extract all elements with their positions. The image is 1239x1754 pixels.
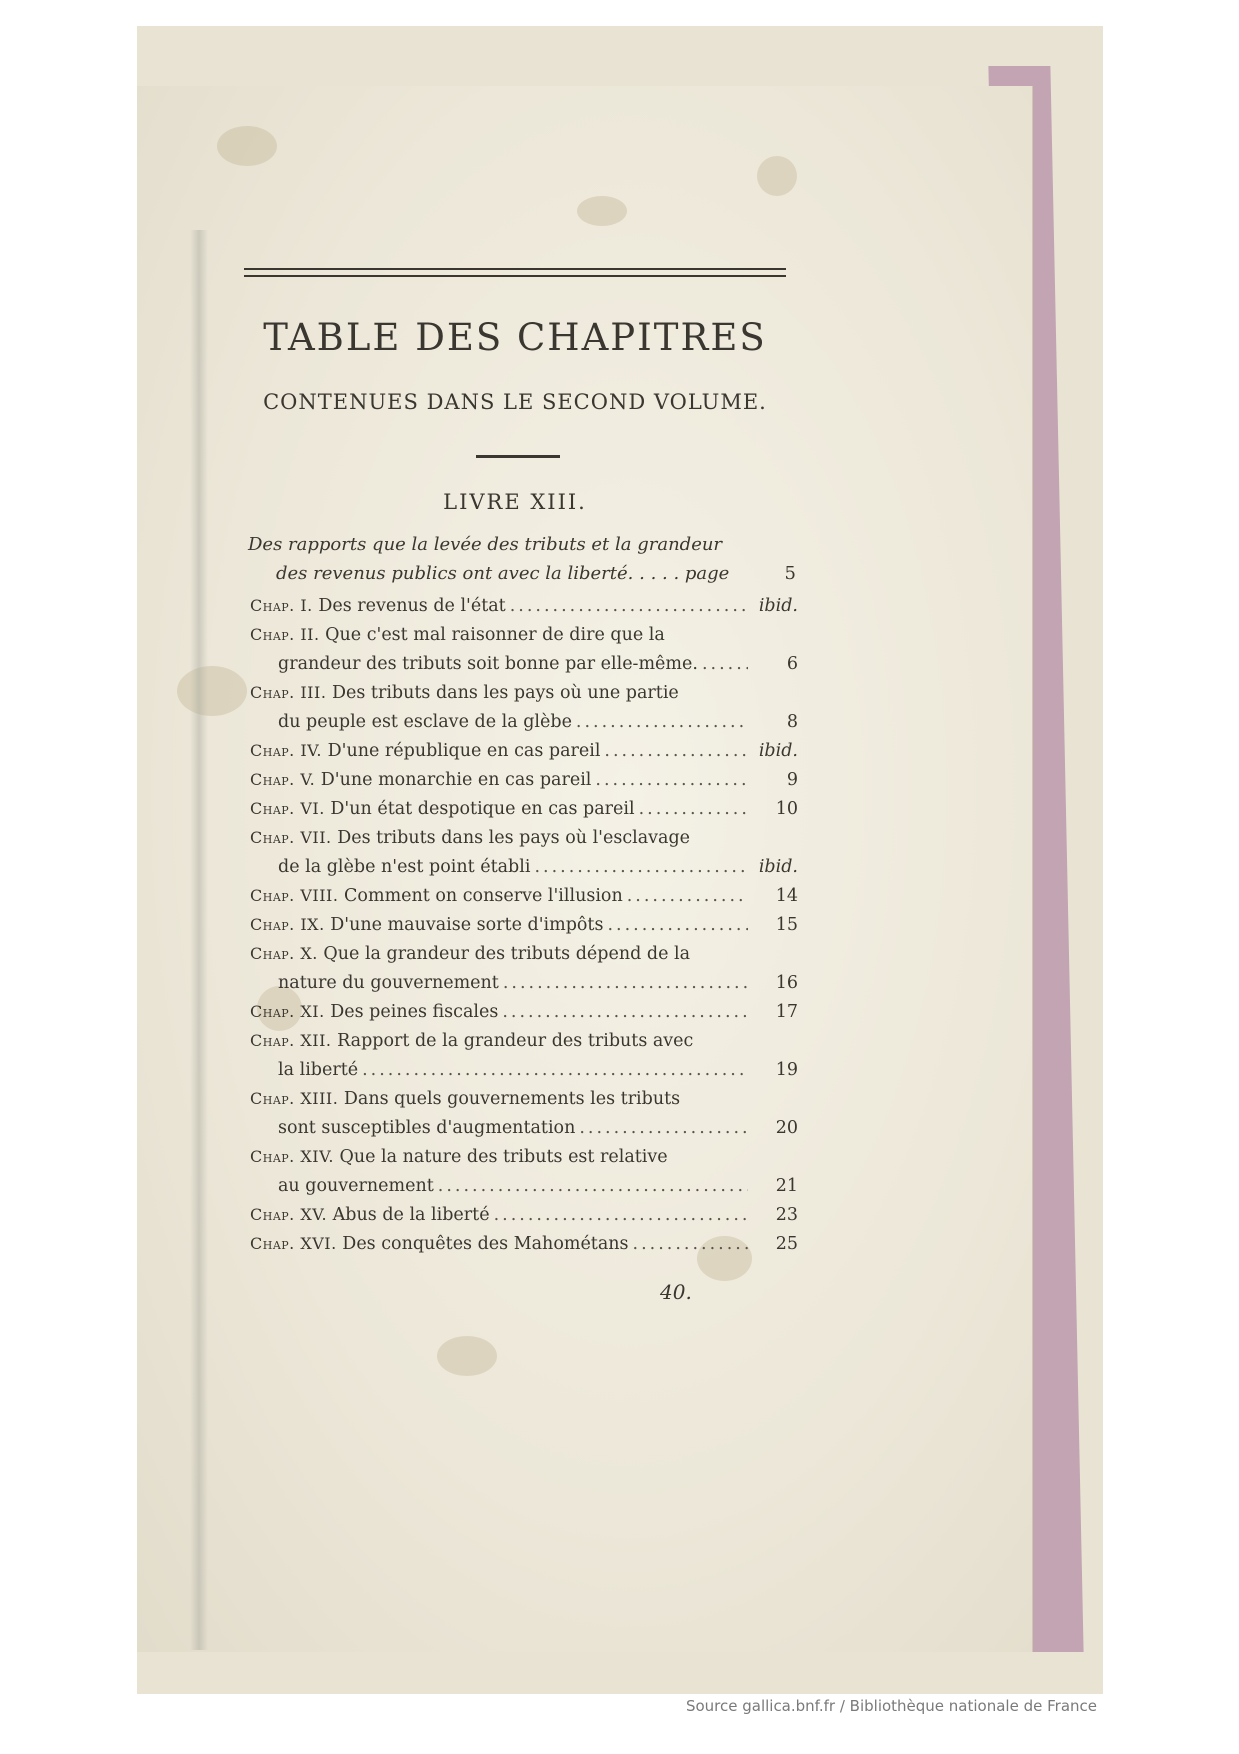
chapter-title: grandeur des tributs soit bonne par elle-même. <box>278 654 698 674</box>
book-summary-line-2 <box>248 559 796 588</box>
toc-entry <box>250 799 798 828</box>
chapter-title: Dans quels gouvernements les tributs <box>343 1089 681 1109</box>
chapter-title: Que la nature des tributs est relative <box>339 1147 668 1167</box>
chapter-title: Des revenus de l'état <box>318 596 506 616</box>
book-heading: LIVRE XIII. <box>443 490 587 514</box>
toc-entry <box>250 1089 798 1147</box>
dot-leader <box>627 886 748 906</box>
chapter-title: du peuple est esclave de la glèbe <box>278 712 572 732</box>
page-number: 16 <box>775 973 798 993</box>
toc-entry-line <box>250 683 798 712</box>
chapter-title: Rapport de la grandeur des tributs avec <box>337 1031 694 1051</box>
toc-entry-line <box>250 1147 798 1176</box>
chapter-number: Chap. III. <box>250 683 327 702</box>
toc-entry-line <box>250 1002 798 1031</box>
toc-entry <box>250 683 798 741</box>
page-number: 17 <box>775 1002 798 1022</box>
chapter-title: sont susceptibles d'augmentation <box>278 1118 576 1138</box>
toc-entry-line <box>250 654 798 683</box>
page-number: 19 <box>775 1060 798 1080</box>
top-rule-2 <box>244 275 786 277</box>
chapter-number: Chap. XII. <box>250 1031 332 1050</box>
chapter-title: de la glèbe n'est point établi <box>278 857 531 877</box>
toc-entry <box>250 625 798 683</box>
dot-leader <box>639 799 748 819</box>
toc-entry <box>250 1031 798 1089</box>
chapter-number: Chap. V. <box>250 770 316 789</box>
divider-rule <box>476 455 560 458</box>
page-number: 10 <box>775 799 798 819</box>
page-number: 23 <box>775 1205 798 1225</box>
book-summary-text: des revenus publics ont avec la liberté. . . . . page <box>276 563 730 584</box>
chapter-title: Abus de la liberté <box>332 1205 490 1225</box>
toc-entry-line <box>250 1176 798 1205</box>
page-subtitle: CONTENUES DANS LE SECOND VOLUME. <box>263 390 767 414</box>
toc-entry-line <box>250 1060 798 1089</box>
chapter-title: la liberté <box>278 1060 359 1080</box>
toc-entry-line <box>250 1118 798 1147</box>
chapter-number: Chap. XIII. <box>250 1089 339 1108</box>
book-summary-page: 5 <box>784 563 796 584</box>
chapter-title: au gouvernement <box>278 1176 434 1196</box>
chapter-number: Chap. IX. <box>250 915 325 934</box>
toc-entry <box>250 770 798 799</box>
chapter-number: Chap. I. <box>250 596 313 615</box>
toc-entry-line <box>250 799 798 828</box>
chapter-title: Des tributs dans les pays où une partie <box>331 683 679 703</box>
chapter-title: Comment on conserve l'illusion <box>344 886 623 906</box>
page-number: 21 <box>775 1176 798 1196</box>
dot-leader <box>502 1002 748 1022</box>
toc-entry-line <box>250 973 798 1002</box>
dot-leader <box>579 1118 748 1138</box>
page-number: ibid. <box>758 596 798 616</box>
toc-entry-line <box>250 625 798 654</box>
book-summary-line-1: Des rapports que la levée des tributs et la grandeur <box>248 534 723 555</box>
chapter-title: D'un état despotique en cas pareil <box>330 799 635 819</box>
top-rule <box>244 268 786 270</box>
chapter-title: Des tributs dans les pays où l'esclavage <box>337 828 691 848</box>
toc-entry <box>250 944 798 1002</box>
page-number: ibid. <box>758 741 798 761</box>
chapter-number: Chap. VII. <box>250 828 332 847</box>
chapter-number: Chap. VIII. <box>250 886 339 905</box>
toc-entry <box>250 886 798 915</box>
toc-entry-line <box>250 886 798 915</box>
chapter-number: Chap. XVI. <box>250 1234 337 1253</box>
toc-entry <box>250 1205 798 1234</box>
toc-entry <box>250 828 798 886</box>
dot-leader <box>702 654 748 674</box>
chapter-number: Chap. XI. <box>250 1002 325 1021</box>
source-attribution: Source gallica.bnf.fr / Bibliothèque nationale de France <box>685 1697 1097 1715</box>
toc-entry-line <box>250 1089 798 1118</box>
dot-leader <box>633 1234 748 1254</box>
toc-entry-line <box>250 712 798 741</box>
dot-leader <box>494 1205 748 1225</box>
toc-entry-line <box>250 828 798 857</box>
toc-entry <box>250 915 798 944</box>
toc-entry <box>250 1002 798 1031</box>
dot-leader <box>576 712 748 732</box>
chapter-number: Chap. XIV. <box>250 1147 334 1166</box>
chapter-number: Chap. XV. <box>250 1205 328 1224</box>
page-number: ibid. <box>758 857 798 877</box>
chapter-title: nature du gouvernement <box>278 973 499 993</box>
toc-entry <box>250 1234 798 1263</box>
dot-leader <box>438 1176 748 1196</box>
toc-entry-line <box>250 944 798 973</box>
dot-leader <box>503 973 748 993</box>
page-number: 9 <box>786 770 798 790</box>
page-number: 8 <box>786 712 798 732</box>
page-number: 6 <box>786 654 798 674</box>
dot-leader <box>604 741 748 761</box>
dot-leader <box>607 915 748 935</box>
toc-entry-line <box>250 741 798 770</box>
toc-entry-line <box>250 770 798 799</box>
page-number: 20 <box>775 1118 798 1138</box>
chapter-title: Des peines fiscales <box>330 1002 499 1022</box>
chapter-number: Chap. VI. <box>250 799 325 818</box>
dot-leader <box>595 770 748 790</box>
toc-entry-line <box>250 596 798 625</box>
table-of-contents <box>250 596 798 1263</box>
chapter-title: D'une république en cas pareil <box>327 741 601 761</box>
chapter-number: Chap. II. <box>250 625 320 644</box>
toc-entry-line <box>250 1031 798 1060</box>
dot-leader <box>362 1060 748 1080</box>
toc-entry-line <box>250 1205 798 1234</box>
chapter-title: D'une monarchie en cas pareil <box>320 770 592 790</box>
chapter-title: D'une mauvaise sorte d'impôts <box>330 915 604 935</box>
page-number: 14 <box>775 886 798 906</box>
dot-leader <box>534 857 748 877</box>
toc-entry <box>250 1147 798 1205</box>
page-number: 25 <box>775 1234 798 1254</box>
chapter-number: Chap. IV. <box>250 741 323 760</box>
toc-entry-line <box>250 1234 798 1263</box>
dot-leader <box>510 596 748 616</box>
chapter-number: Chap. X. <box>250 944 318 963</box>
page-title: TABLE DES CHAPITRES <box>263 316 767 359</box>
page-number: 15 <box>775 915 798 935</box>
toc-entry <box>250 741 798 770</box>
toc-entry-line <box>250 857 798 886</box>
toc-entry-line <box>250 915 798 944</box>
signature-mark: 40. <box>660 1280 692 1304</box>
chapter-title: Des conquêtes des Mahométans <box>342 1234 629 1254</box>
chapter-title: Que c'est mal raisonner de dire que la <box>325 625 665 645</box>
book-summary <box>248 530 796 588</box>
chapter-title: Que la grandeur des tributs dépend de la <box>323 944 691 964</box>
toc-entry <box>250 596 798 625</box>
